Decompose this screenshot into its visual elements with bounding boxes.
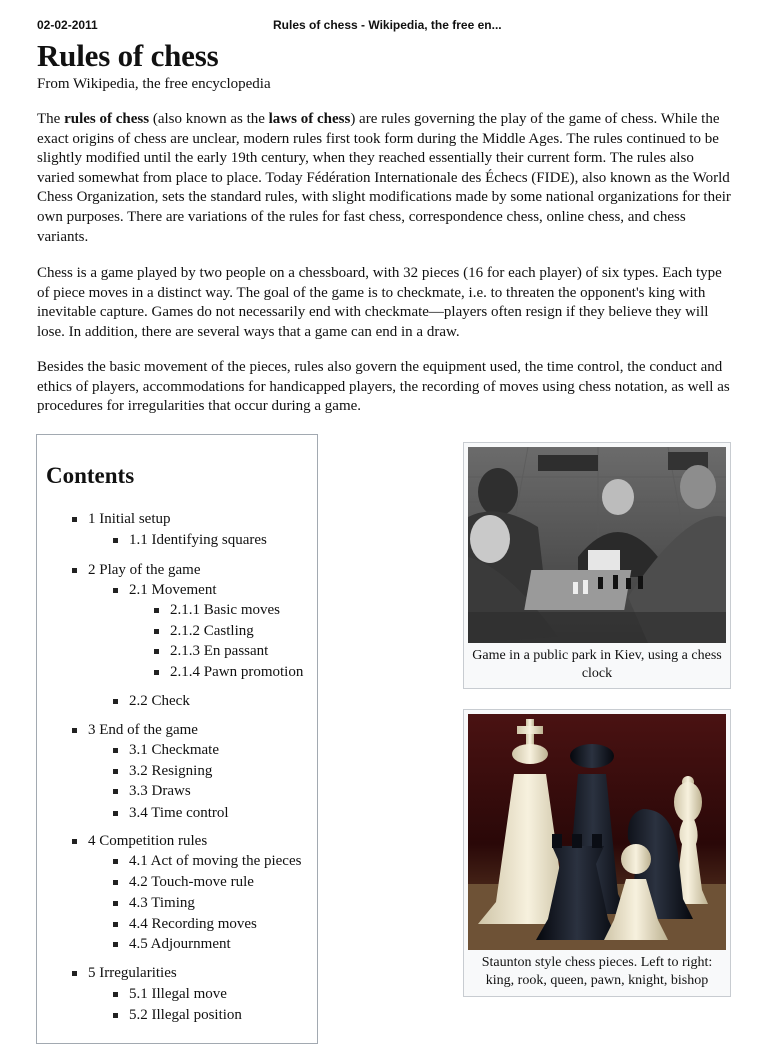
toc-link-2-1-3[interactable]: 2.1.3 En passant	[170, 643, 269, 659]
toc-link-2-1-1[interactable]: 2.1.1 Basic moves	[170, 602, 280, 618]
p1-bold-laws-of-chess: laws of chess	[268, 111, 351, 127]
toc-link-2-1[interactable]: 2.1 Movement	[129, 582, 217, 598]
p1-text-3: ) are rules governing the play of the game of chess. While the exact origins of chess are unclear, modern rules first took form during the Middle Ages. The rules continued to be slightly modified until the early 19th century, when they reached essentially their current form. The rules also varied somewhat from place to place. Today Fédération Internationale des Échecs (FIDE), also known as the World Chess Organization, sets the standard rules, with slight modifications made by some national organizations for their own purposes. There are variations of the rules for fast chess, correspondence chess, online chess, and chess variants.	[37, 111, 731, 245]
staunton-chess-pieces-photo[interactable]	[468, 714, 726, 950]
print-date: 02-02-2011	[37, 18, 98, 32]
intro-paragraph-2: Chess is a game played by two people on a chessboard, with 32 pieces (16 for each player) of six types. Each type of piece moves in a distinct way. The goal of the game is to checkmate, i.e. to threaten the opponent's king with inevitable capture. Games do not necessarily end with checkmate—players often resign if they believe they will lose. In addition, there are several ways that a game can end in a draw.	[37, 265, 722, 340]
figure-park-caption: Game in a public park in Kiev, using a chess clock	[472, 648, 722, 681]
toc-link-3-3[interactable]: 3.3 Draws	[129, 783, 191, 799]
p1-bold-rules-of-chess: rules of chess	[64, 111, 150, 127]
toc-link-4-3[interactable]: 4.3 Timing	[129, 895, 195, 911]
toc-link-4[interactable]: 4 Competition rules	[88, 833, 208, 849]
print-header	[37, 18, 731, 34]
chess-players-park-photo[interactable]	[468, 447, 726, 643]
toc-link-4-5[interactable]: 4.5 Adjournment	[129, 936, 231, 952]
print-page-title: Rules of chess - Wikipedia, the free en...	[273, 18, 502, 32]
toc-link-2[interactable]: 2 Play of the game	[88, 562, 201, 578]
toc-link-1[interactable]: 1 Initial setup	[88, 511, 171, 527]
figure-staunton-pieces	[463, 709, 731, 997]
toc-link-3-2[interactable]: 3.2 Resigning	[129, 763, 213, 779]
toc-link-2-2[interactable]: 2.2 Check	[129, 693, 190, 709]
article-title: Rules of chess	[37, 38, 219, 73]
intro-paragraph-3: Besides the basic movement of the pieces, rules also govern the equipment used, the time control, the conduct and ethics of players, accommodations for handicapped players, the recording of moves using chess notation, as well as procedures for irregularities that occur during a game.	[37, 359, 730, 415]
toc-link-4-2[interactable]: 4.2 Touch-move rule	[129, 874, 254, 890]
toc-link-2-1-4[interactable]: 2.1.4 Pawn promotion	[170, 664, 304, 680]
p1-text-1: The	[37, 111, 65, 127]
toc-link-3-1[interactable]: 3.1 Checkmate	[129, 742, 219, 758]
intro-paragraph-1	[37, 110, 733, 247]
figure-park-game	[463, 442, 731, 689]
toc-link-4-1[interactable]: 4.1 Act of moving the pieces	[129, 853, 302, 869]
toc-link-4-4[interactable]: 4.4 Recording moves	[129, 916, 257, 932]
toc-link-3[interactable]: 3 End of the game	[88, 722, 198, 738]
toc-link-5-1[interactable]: 5.1 Illegal move	[129, 986, 227, 1002]
toc-link-1-1[interactable]: 1.1 Identifying squares	[129, 532, 267, 548]
toc-link-2-1-2[interactable]: 2.1.2 Castling	[170, 623, 254, 639]
toc-link-3-4[interactable]: 3.4 Time control	[129, 805, 229, 821]
article-tagline: From Wikipedia, the free encyclopedia	[37, 76, 271, 92]
figure-staunton-caption: Staunton style chess pieces. Left to right: king, rook, queen, pawn, knight, bishop	[481, 955, 713, 988]
toc-link-5[interactable]: 5 Irregularities	[88, 965, 177, 981]
toc-link-5-2[interactable]: 5.2 Illegal position	[129, 1007, 242, 1023]
p1-text-2: (also known as the	[149, 111, 269, 127]
toc-title: Contents	[46, 463, 135, 488]
